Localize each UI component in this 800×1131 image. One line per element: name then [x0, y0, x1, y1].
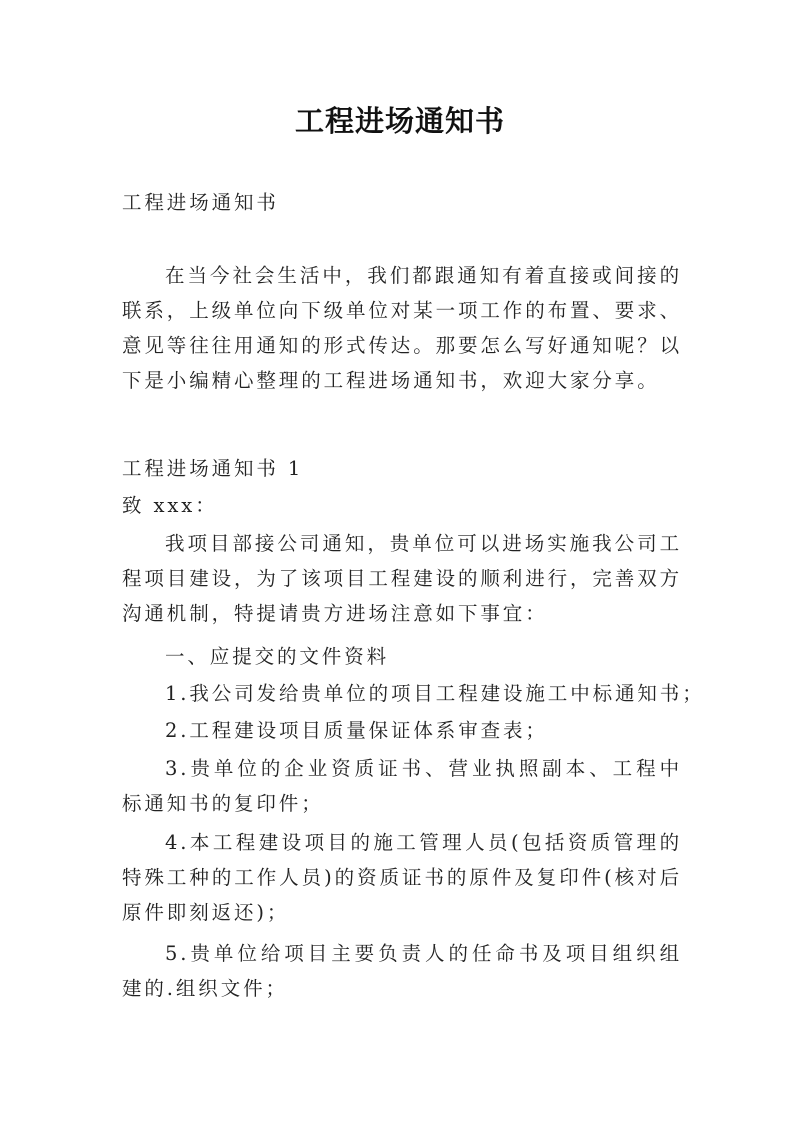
document-title: 工程进场通知书	[294, 104, 505, 138]
list-item: 4.本工程建设项目的施工管理人员(包括资质管理的特殊工种的工作人员)的资质证书的原件及复印件(核对后原件即刻返还)；	[122, 831, 682, 924]
body-paragraph: 我项目部接公司通知，贵单位可以进场实施我公司工程项目建设，为了该项目工程建设的顺利进行，完善双方沟通机制，特提请贵方进场注意如下事宜：	[122, 532, 683, 625]
salutation: 致 xxx：	[122, 494, 218, 517]
section-heading: 工程进场通知书 1	[122, 457, 304, 480]
list-item: 2.工程建设项目质量保证体系审查表；	[165, 719, 548, 742]
document-subtitle: 工程进场通知书	[122, 191, 279, 214]
list-item: 5.贵单位给项目主要负责人的任命书及项目组织组建的.组织文件；	[122, 942, 682, 1000]
intro-paragraph: 在当今社会生活中，我们都跟通知有着直接或间接的联系，上级单位向下级单位对某一项工作的布置、要求、意见等往往用通知的形式传达。那要怎么写好通知呢？以下是小编精心整理的工程进场通知书，欢迎大家分享。	[122, 264, 683, 392]
list-heading: 一、应提交的文件资料	[165, 645, 390, 668]
list-item: 1.我公司发给贵单位的项目工程建设施工中标通知书；	[165, 682, 705, 705]
list-item: 3.贵单位的企业资质证书、营业执照副本、工程中标通知书的复印件；	[122, 757, 682, 815]
